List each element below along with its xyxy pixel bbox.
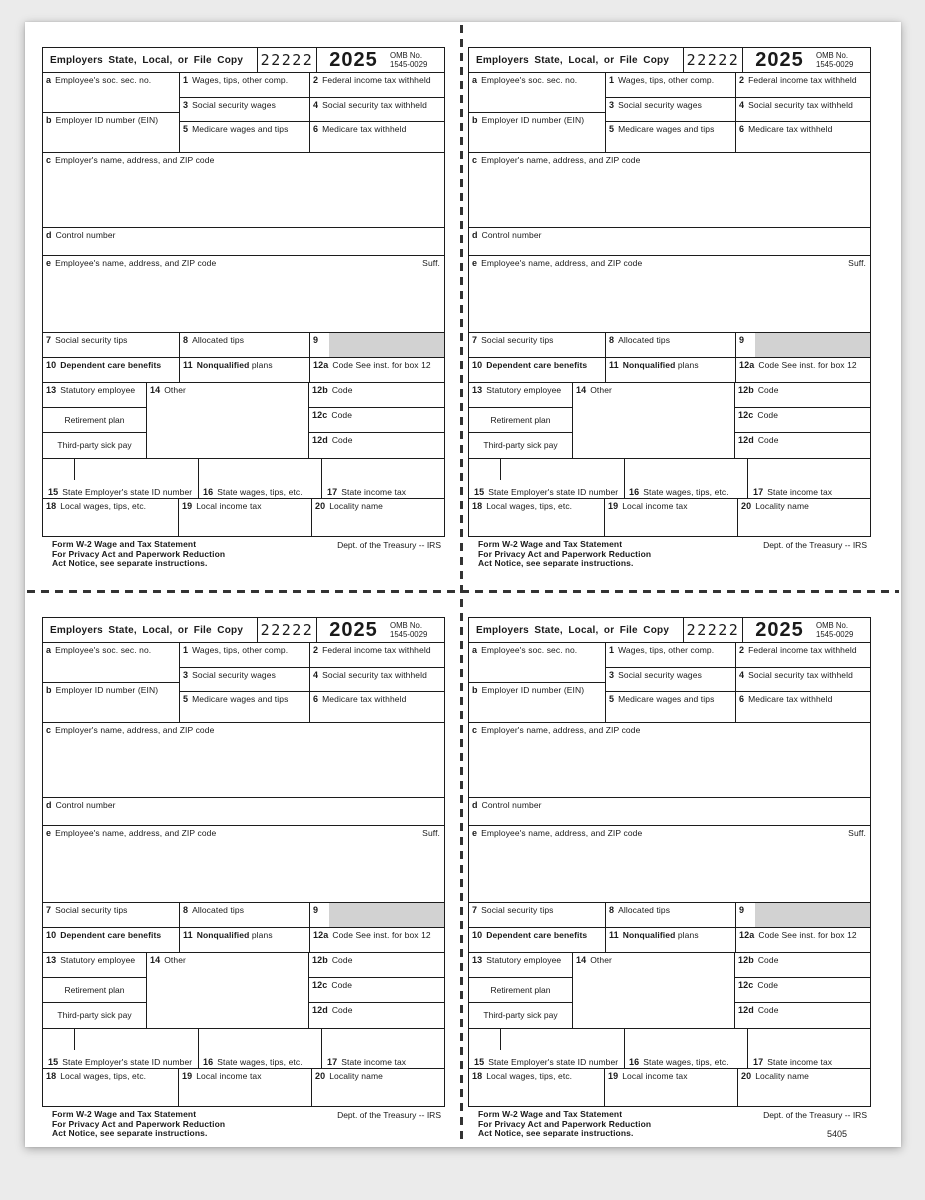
box-12b-code: 12b Code bbox=[309, 953, 444, 978]
box-12a-code: 12a Code See inst. for box 12 bbox=[309, 928, 444, 952]
box-6-medicare-tax: 6 Medicare tax withheld bbox=[313, 694, 407, 705]
box-13-retirement-plan: Retirement plan bbox=[43, 408, 146, 433]
control-code-22222: 22222 bbox=[683, 48, 743, 72]
omb-number: OMB No. 1545-0029 bbox=[816, 51, 854, 69]
control-code-22222: 22222 bbox=[257, 48, 317, 72]
box-6-medicare-tax: 6 Medicare tax withheld bbox=[313, 124, 407, 135]
year-omb-cell bbox=[317, 48, 444, 72]
form-footer bbox=[42, 540, 445, 569]
box-11-nonqualified-plans: 11 Nonqualified plans bbox=[179, 928, 309, 952]
box-5-medicare-wages: 5 Medicare wages and tips bbox=[183, 124, 289, 135]
box-18-local-wages: 18 Local wages, tips, etc. bbox=[472, 1071, 573, 1081]
box-13-third-party-sick-pay: Third-party sick pay bbox=[483, 1010, 558, 1020]
box-16-state-wages: 16 State wages, tips, etc. bbox=[203, 1057, 303, 1067]
box-12c-code: 12c Code bbox=[309, 978, 444, 1003]
box-e-employee-name-address: e Employee's name, address, and ZIP code Suff. bbox=[469, 256, 870, 333]
box-1-wages: 1 Wages, tips, other comp. bbox=[606, 643, 735, 668]
box-8-allocated-tips: 8 Allocated tips bbox=[179, 903, 309, 927]
box-20-locality-name: 20 Locality name bbox=[737, 499, 870, 536]
box-13-statutory-employee: 13 Statutory employee bbox=[469, 383, 572, 408]
box-16-state-wages: 16 State wages, tips, etc. bbox=[629, 487, 729, 497]
box-12a-code: 12a Code See inst. for box 12 bbox=[735, 928, 870, 952]
box-11-nonqualified-plans: 11 Nonqualified plans bbox=[605, 358, 735, 382]
form-copy-title: Employers State, Local, or File Copy bbox=[476, 54, 670, 66]
box-19-local-income-tax: 19 Local income tax bbox=[604, 1069, 737, 1106]
box-5-medicare-wages: 5 Medicare wages and tips bbox=[609, 694, 715, 705]
box-17-state-income-tax: 17 State income tax bbox=[327, 1057, 407, 1067]
box-19-local-income-tax: 19 Local income tax bbox=[178, 499, 311, 536]
boxes-a-to-6 bbox=[469, 643, 870, 723]
box-7-ss-tips: 7 Social security tips bbox=[46, 905, 128, 915]
w2-copy-bottom-left bbox=[42, 617, 450, 1179]
box-12d-code: 12d Code bbox=[738, 1005, 779, 1015]
control-code-22222: 22222 bbox=[257, 618, 317, 642]
box-c-employer-name-address: c Employer's name, address, and ZIP code bbox=[469, 153, 870, 228]
box-15-state-id: 15 State Employer's state ID number bbox=[48, 1057, 193, 1067]
box-10-dependent-care: 10 Dependent care benefits bbox=[472, 930, 588, 940]
box-e-employee-name-address: e Employee's name, address, and ZIP code Suff. bbox=[469, 826, 870, 903]
box-10-dependent-care: 10 Dependent care benefits bbox=[472, 360, 588, 370]
box-2-fed-tax: 2 Federal income tax withheld bbox=[310, 643, 444, 668]
box-19-local-income-tax: 19 Local income tax bbox=[604, 499, 737, 536]
box-3-ss-wages: 3 Social security wages bbox=[180, 668, 309, 693]
boxes-a-to-6 bbox=[43, 73, 444, 153]
box-6-medicare-tax: 6 Medicare tax withheld bbox=[739, 124, 833, 135]
box-12c-code: 12c Code bbox=[309, 408, 444, 433]
box-9-shaded: 9 bbox=[309, 333, 444, 357]
box-6-medicare-tax: 6 Medicare tax withheld bbox=[739, 694, 833, 705]
box-20-locality-name: 20 Locality name bbox=[311, 499, 444, 536]
box-b-employer-ein: b Employer ID number (EIN) bbox=[46, 684, 159, 695]
box-1-wages: 1 Wages, tips, other comp. bbox=[180, 643, 309, 668]
box-8-allocated-tips: 8 Allocated tips bbox=[605, 903, 735, 927]
box-7-ss-tips: 7 Social security tips bbox=[472, 335, 554, 345]
dept-treasury-label: Dept. of the Treasury -- IRS bbox=[763, 1110, 867, 1120]
box-4-ss-tax: 4 Social security tax withheld bbox=[736, 98, 870, 123]
w2-copy-top-right bbox=[468, 47, 876, 609]
box-8-allocated-tips: 8 Allocated tips bbox=[605, 333, 735, 357]
box-c-employer-name-address: c Employer's name, address, and ZIP code bbox=[43, 723, 444, 798]
footer-privacy-line: For Privacy Act and Paperwork Reduction bbox=[478, 1118, 652, 1129]
suffix-label: Suff. bbox=[848, 258, 866, 268]
w2-copy-bottom-right bbox=[468, 617, 876, 1179]
box-13-third-party-sick-pay: Third-party sick pay bbox=[483, 440, 558, 450]
box-13-third-party-sick-pay: Third-party sick pay bbox=[57, 440, 132, 450]
form-copy-title: Employers State, Local, or File Copy bbox=[50, 624, 244, 636]
omb-number: OMB No. 1545-0029 bbox=[816, 621, 854, 639]
box-9-shaded: 9 bbox=[735, 333, 870, 357]
box-3-ss-wages: 3 Social security wages bbox=[180, 98, 309, 123]
tax-year: 2025 bbox=[329, 48, 378, 71]
box-14-other: 14 Other bbox=[572, 383, 734, 458]
footer-privacy-line: For Privacy Act and Paperwork Reduction bbox=[52, 1118, 226, 1129]
box-15-state-divider bbox=[500, 1029, 501, 1050]
box-2-fed-tax: 2 Federal income tax withheld bbox=[736, 73, 870, 98]
box-e-employee-name-address: e Employee's name, address, and ZIP code Suff. bbox=[43, 826, 444, 903]
w2-form bbox=[42, 617, 445, 1107]
dept-treasury-label: Dept. of the Treasury -- IRS bbox=[337, 540, 441, 550]
box-13-statutory-employee: 13 Statutory employee bbox=[43, 383, 146, 408]
box-13-third-party-sick-pay: Third-party sick pay bbox=[57, 1010, 132, 1020]
box-4-ss-tax: 4 Social security tax withheld bbox=[310, 98, 444, 123]
box-13-statutory-employee: 13 Statutory employee bbox=[469, 953, 572, 978]
box-12b-code: 12b Code bbox=[309, 383, 444, 408]
form-header bbox=[469, 618, 870, 643]
box-8-allocated-tips: 8 Allocated tips bbox=[179, 333, 309, 357]
suffix-label: Suff. bbox=[422, 828, 440, 838]
box-17-state-income-tax: 17 State income tax bbox=[753, 1057, 833, 1067]
footer-notice-line: Act Notice, see separate instructions. bbox=[52, 558, 208, 568]
year-omb-cell bbox=[743, 618, 870, 642]
box-12c-code: 12c Code bbox=[735, 978, 870, 1003]
year-omb-cell bbox=[743, 48, 870, 72]
box-12d-code: 12d Code bbox=[738, 435, 779, 445]
boxes-a-to-6 bbox=[469, 73, 870, 153]
box-14-other: 14 Other bbox=[146, 383, 308, 458]
box-12c-code: 12c Code bbox=[735, 408, 870, 433]
box-15-state-divider bbox=[74, 459, 75, 480]
omb-number: OMB No. 1545-0029 bbox=[390, 51, 428, 69]
box-12a-code: 12a Code See inst. for box 12 bbox=[735, 358, 870, 382]
dept-treasury-label: Dept. of the Treasury -- IRS bbox=[337, 1110, 441, 1120]
box-16-state-wages: 16 State wages, tips, etc. bbox=[629, 1057, 729, 1067]
box-3-ss-wages: 3 Social security wages bbox=[606, 668, 735, 693]
box-1-wages: 1 Wages, tips, other comp. bbox=[180, 73, 309, 98]
box-10-dependent-care: 10 Dependent care benefits bbox=[46, 360, 162, 370]
box-7-ss-tips: 7 Social security tips bbox=[46, 335, 128, 345]
form-footer bbox=[468, 1110, 871, 1139]
footer-notice-line: Act Notice, see separate instructions. bbox=[478, 558, 634, 568]
box-14-other: 14 Other bbox=[146, 953, 308, 1028]
suffix-label: Suff. bbox=[848, 828, 866, 838]
footer-form-title: Form W-2 Wage and Tax Statement bbox=[478, 539, 623, 549]
box-e-employee-name-address: e Employee's name, address, and ZIP code Suff. bbox=[43, 256, 444, 333]
w2-copy-top-left bbox=[42, 47, 450, 609]
box-a-employee-ssn: a Employee's soc. sec. no. bbox=[43, 643, 179, 683]
box-a-employee-ssn: a Employee's soc. sec. no. bbox=[469, 643, 605, 683]
tax-year: 2025 bbox=[755, 48, 804, 71]
horizontal-perforation-line bbox=[27, 590, 899, 593]
box-d-control-number: d Control number bbox=[469, 798, 870, 826]
box-9-shaded: 9 bbox=[309, 903, 444, 927]
control-code-22222: 22222 bbox=[683, 618, 743, 642]
box-11-nonqualified-plans: 11 Nonqualified plans bbox=[179, 358, 309, 382]
box-a-employee-ssn: a Employee's soc. sec. no. bbox=[43, 73, 179, 113]
box-18-local-wages: 18 Local wages, tips, etc. bbox=[472, 501, 573, 511]
box-b-employer-ein: b Employer ID number (EIN) bbox=[46, 114, 159, 125]
box-12a-code: 12a Code See inst. for box 12 bbox=[309, 358, 444, 382]
box-2-fed-tax: 2 Federal income tax withheld bbox=[736, 643, 870, 668]
box-c-employer-name-address: c Employer's name, address, and ZIP code bbox=[43, 153, 444, 228]
box-18-local-wages: 18 Local wages, tips, etc. bbox=[46, 501, 147, 511]
dept-treasury-label: Dept. of the Treasury -- IRS bbox=[763, 540, 867, 550]
footer-form-title: Form W-2 Wage and Tax Statement bbox=[52, 539, 197, 549]
w2-form bbox=[42, 47, 445, 537]
form-header bbox=[469, 48, 870, 73]
footer-privacy-line: For Privacy Act and Paperwork Reduction bbox=[52, 548, 226, 559]
box-15-state-id: 15 State Employer's state ID number bbox=[474, 1057, 619, 1067]
box-13-retirement-plan: Retirement plan bbox=[469, 408, 572, 433]
box-12d-code: 12d Code bbox=[312, 1005, 353, 1015]
box-20-locality-name: 20 Locality name bbox=[311, 1069, 444, 1106]
box-19-local-income-tax: 19 Local income tax bbox=[178, 1069, 311, 1106]
box-d-control-number: d Control number bbox=[469, 228, 870, 256]
box-b-employer-ein: b Employer ID number (EIN) bbox=[472, 684, 585, 695]
box-12d-code: 12d Code bbox=[312, 435, 353, 445]
footer-form-title: Form W-2 Wage and Tax Statement bbox=[52, 1109, 197, 1119]
box-20-locality-name: 20 Locality name bbox=[737, 1069, 870, 1106]
box-15-state-divider bbox=[500, 459, 501, 480]
box-9-shaded: 9 bbox=[735, 903, 870, 927]
form-footer bbox=[468, 540, 871, 569]
form-header bbox=[43, 618, 444, 643]
box-2-fed-tax: 2 Federal income tax withheld bbox=[310, 73, 444, 98]
box-d-control-number: d Control number bbox=[43, 798, 444, 826]
box-d-control-number: d Control number bbox=[43, 228, 444, 256]
box-14-other: 14 Other bbox=[572, 953, 734, 1028]
footer-privacy-line: For Privacy Act and Paperwork Reduction bbox=[478, 548, 652, 559]
box-a-employee-ssn: a Employee's soc. sec. no. bbox=[469, 73, 605, 113]
form-copy-title: Employers State, Local, or File Copy bbox=[50, 54, 244, 66]
form-footer bbox=[42, 1110, 445, 1139]
suffix-label: Suff. bbox=[422, 258, 440, 268]
tax-year: 2025 bbox=[329, 618, 378, 641]
w2-4up-sheet bbox=[25, 22, 901, 1147]
w2-form bbox=[468, 617, 871, 1107]
vertical-perforation-line bbox=[460, 25, 463, 1143]
box-17-state-income-tax: 17 State income tax bbox=[327, 487, 407, 497]
box-4-ss-tax: 4 Social security tax withheld bbox=[310, 668, 444, 693]
box-10-dependent-care: 10 Dependent care benefits bbox=[46, 930, 162, 940]
tax-year: 2025 bbox=[755, 618, 804, 641]
footer-form-title: Form W-2 Wage and Tax Statement bbox=[478, 1109, 623, 1119]
form-copy-title: Employers State, Local, or File Copy bbox=[476, 624, 670, 636]
footer-notice-line: Act Notice, see separate instructions. bbox=[52, 1128, 208, 1138]
box-16-state-wages: 16 State wages, tips, etc. bbox=[203, 487, 303, 497]
box-15-state-divider bbox=[74, 1029, 75, 1050]
box-5-medicare-wages: 5 Medicare wages and tips bbox=[183, 694, 289, 705]
box-b-employer-ein: b Employer ID number (EIN) bbox=[472, 114, 585, 125]
box-13-statutory-employee: 13 Statutory employee bbox=[43, 953, 146, 978]
box-5-medicare-wages: 5 Medicare wages and tips bbox=[609, 124, 715, 135]
box-13-retirement-plan: Retirement plan bbox=[43, 978, 146, 1003]
footer-notice-line: Act Notice, see separate instructions. bbox=[478, 1128, 634, 1138]
box-7-ss-tips: 7 Social security tips bbox=[472, 905, 554, 915]
box-17-state-income-tax: 17 State income tax bbox=[753, 487, 833, 497]
box-11-nonqualified-plans: 11 Nonqualified plans bbox=[605, 928, 735, 952]
box-18-local-wages: 18 Local wages, tips, etc. bbox=[46, 1071, 147, 1081]
form-header bbox=[43, 48, 444, 73]
box-3-ss-wages: 3 Social security wages bbox=[606, 98, 735, 123]
boxes-a-to-6 bbox=[43, 643, 444, 723]
box-c-employer-name-address: c Employer's name, address, and ZIP code bbox=[469, 723, 870, 798]
box-1-wages: 1 Wages, tips, other comp. bbox=[606, 73, 735, 98]
box-4-ss-tax: 4 Social security tax withheld bbox=[736, 668, 870, 693]
box-12b-code: 12b Code bbox=[735, 383, 870, 408]
w2-form bbox=[468, 47, 871, 537]
year-omb-cell bbox=[317, 618, 444, 642]
box-13-retirement-plan: Retirement plan bbox=[469, 978, 572, 1003]
box-12b-code: 12b Code bbox=[735, 953, 870, 978]
box-15-state-id: 15 State Employer's state ID number bbox=[48, 487, 193, 497]
form-number-code: 5405 bbox=[826, 1129, 847, 1139]
box-15-state-id: 15 State Employer's state ID number bbox=[474, 487, 619, 497]
omb-number: OMB No. 1545-0029 bbox=[390, 621, 428, 639]
